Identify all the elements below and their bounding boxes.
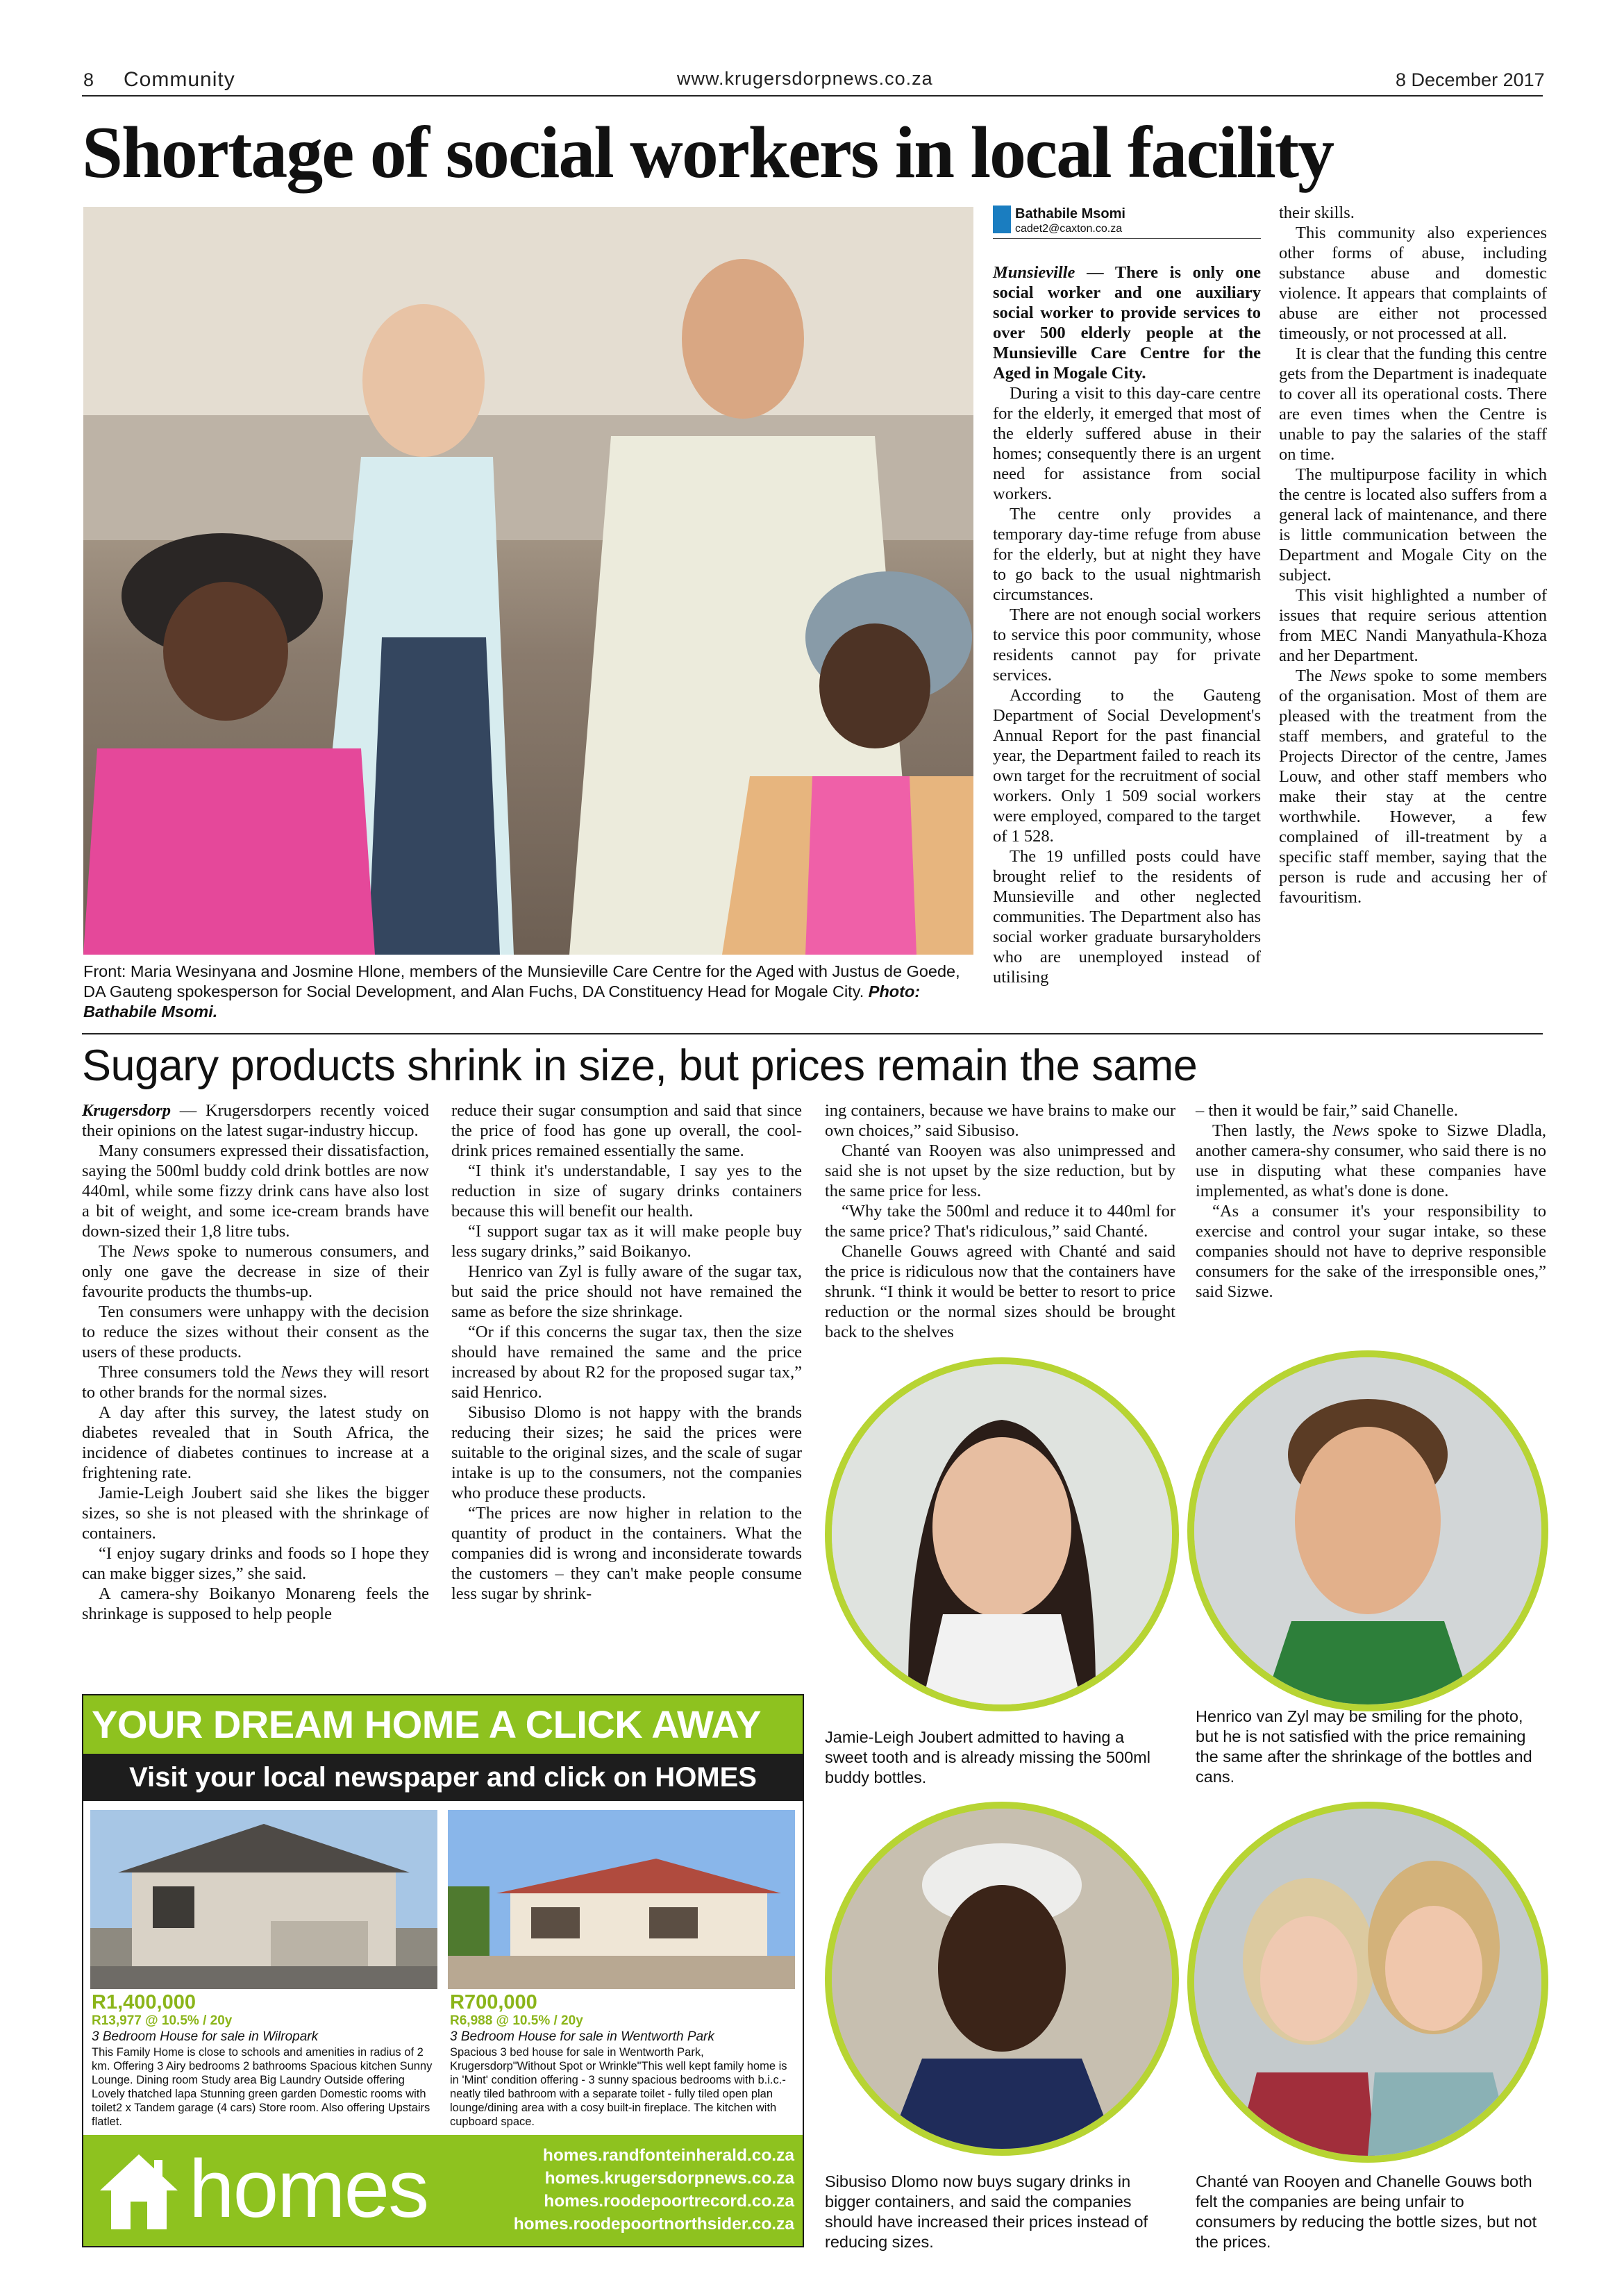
caption-jamie-leigh: Jamie-Leigh Joubert admitted to having a sweet tooth and is already missing the 500ml buddy bottles. bbox=[825, 1728, 1150, 1786]
caption-henrico: Henrico van Zyl may be smiling for the photo, but he is not satisfied with the price remaining the same after the shrinkage of the bottles and cans. bbox=[1196, 1707, 1532, 1786]
paragraph: Jamie-Leigh Joubert said she likes the bigger sizes, so she is not pleased with the shrinkage of containers. bbox=[82, 1484, 429, 1543]
listing1[interactable] bbox=[92, 1991, 435, 2129]
house-illustration bbox=[448, 1810, 795, 1989]
site-link[interactable]: homes.randfonteinherald.co.za bbox=[542, 2146, 794, 2165]
paragraph: Chanté van Rooyen was also unimpressed and said she is not upset by the size reduction, but by the same price for less. bbox=[825, 1141, 1175, 1200]
listing2-description: Spacious 3 bed house for sale in Wentworth Park, Krugersdorp"Without Spot or Wrinkle"This well kept family home is in 'Mint' condition offering - 3 sunny spacious bedrooms with b.i.c.- neatly tiled bathroom with a separate toilet - fully tiled open plan lounge/dining area with a cosy built-in fireplace. The kitchen with cupboard space. bbox=[450, 2046, 787, 2128]
paragraph: their skills. bbox=[1279, 203, 1355, 222]
website-link[interactable]: www.krugersdorpnews.co.za bbox=[677, 68, 933, 89]
listing1-photo[interactable] bbox=[90, 1810, 437, 1989]
paragraph: “As a consumer it's your responsibility to exercise and control your sugar intake, so these companies should not have to deprive responsible consumers for the sake of the irresponsible ones,” said Sizwe. bbox=[1196, 1202, 1546, 1301]
section-divider bbox=[82, 1033, 1543, 1034]
paragraph: A day after this survey, the latest study on diabetes revealed that in South Africa, the incidence of diabetes continues to increase at a frightening rate. bbox=[82, 1403, 429, 1482]
paragraph: Three consumers told the News they will resort to other brands for the normal sizes. bbox=[82, 1363, 429, 1402]
paragraph: “I support sugar tax as it will make people buy less sugary drinks,” said Boikanyo. bbox=[451, 1222, 802, 1261]
paragraph: “The prices are now higher in relation to the quantity of product in the containers. What the companies did is wrong and inconsiderate towards the customers – they can't make people consume less sugar by shrink- bbox=[451, 1504, 802, 1603]
paragraph: ing containers, because we have brains to make our own choices,” said Sibusiso. bbox=[825, 1101, 1175, 1140]
advert-banner-sub[interactable]: Visit your local newspaper and click on HOMES bbox=[83, 1754, 803, 1801]
home-icon bbox=[97, 2150, 181, 2232]
paragraph: According to the Gauteng Department of Social Development's Annual Report for the past financial year, the Department failed to reach its own target for the recruitment of social workers. Only 1 509 social workers were employed, compared to the target of 1 528. bbox=[993, 686, 1261, 846]
byline-author: Bathabile Msomi bbox=[1015, 206, 1125, 221]
article1-column1: Munsieville — There is only one social worker and one auxiliary social worker to provide services to over 500 elderly people at the Munsieville Care Centre for the Aged in Mogale City. During a visit to this day-care centre for the elderly, it emerged that most of the elderly suffered abuse in their homes; consequently there is an urgent need for assistance from social workers. The centre only provides a temporary day-time refuge from abuse for the elderly, but at night they have to go back to the usual nightmarish circumstances. There are not enough social workers to service this poor community, whose residents cannot pay for private services. According to the Gauteng Department of Social Development's Annual Report for the past financial year, the Department failed to reach its own target for the recruitment of social workers. Only 1 509 social workers were employed, compared to the target of 1 528. The 19 unfilled posts could have brought relief to the residents of Munsieville and other neglected communities. The Department also has social worker graduate bursaryholders who are unemployed instead of utilising bbox=[993, 263, 1262, 987]
homes-brand: homes bbox=[189, 2143, 428, 2235]
caption-sibusiso: Sibusiso Dlomo now buys sugary drinks in bigger containers, and said the companies should have increased their prices instead of reducing sizes. bbox=[825, 2172, 1148, 2251]
paragraph: Chanelle Gouws agreed with Chanté and said the price is ridiculous now that the containers have shrunk. “I think it would be better to resort to price reduction or the normal sizes should be brought back to the shelves bbox=[825, 1242, 1175, 1341]
paragraph: This community also experiences other forms of abuse, including substance abuse and domestic violence. It appears that complaints of abuse are either not processed timeously, or not processed at all. bbox=[1279, 224, 1547, 343]
house-illustration bbox=[90, 1810, 437, 1989]
paragraph: The 19 unfilled posts could have brought relief to the residents of Munsieville and other neglected communities. The Department also has social worker graduate bursaryholders who are unemployed instead of utilising bbox=[993, 847, 1261, 987]
paragraph: There are not enough social workers to service this poor community, whose residents cannot pay for private services. bbox=[993, 605, 1261, 685]
listing1-price: R1,400,000 bbox=[92, 1991, 196, 2013]
portrait-illustration bbox=[832, 1809, 1172, 2149]
paragraph: During a visit to this day-care centre for the elderly, it emerged that most of the elderly suffered abuse in their homes; consequently there is an urgent need for assistance from social workers. bbox=[993, 384, 1261, 503]
paragraph: Many consumers expressed their dissatisfaction, saying the 500ml buddy cold drink bottles are now 440ml, while some fizzy drink cans have also lost a bit of weight, and some ice-cream brands have down-sized their 1,8 litre tubs. bbox=[82, 1141, 429, 1241]
listing1-description: This Family Home is close to schools and amenities in radius of 2 km. Offering 3 Airy bedrooms 2 bathrooms Spacious kitchen Sunny Lounge. Dining room Study area Big Laundry Outside offering Lovely thatched lapa Stunning green garden Domestic rooms with toilet2 x Tandem garage (4 cars) Store room. Also offering Upstairs flatlet. bbox=[92, 2046, 433, 2128]
page-number: 8 bbox=[83, 69, 94, 90]
caption-text: Front: Maria Wesinyana and Josmine Hlone, members of the Munsieville Care Centre for the Aged with Justus de Goede, DA Gauteng spokesperson for Social Development, and Alan Fuchs, DA Constituency Head for Mogale City. bbox=[83, 962, 960, 1000]
issue-date: 8 December 2017 bbox=[1396, 69, 1545, 90]
section-name: Community bbox=[124, 68, 235, 91]
article2-column4 bbox=[1196, 1100, 1546, 1302]
portrait-illustration bbox=[832, 1364, 1172, 1704]
portrait-jamie-leigh bbox=[825, 1357, 1179, 1711]
lead-paragraph: There is only one social worker and one auxiliary social worker to provide services to over 500 elderly people at the Munsieville Care Centre for the Aged in Mogale City. bbox=[993, 263, 1262, 383]
paragraph: The News spoke to some members of the organisation. Most of them are pleased with the treatment from the staff members, and grateful to the Projects Director of the centre, James Louw, and other staff members who make their stay at the centre worthwhile. However, a few complained of ill-treatment by a specific staff member, saying that the person is rude and accusing her of favouritism. bbox=[1279, 667, 1548, 907]
group-photo bbox=[83, 207, 973, 955]
paragraph: The News spoke to numerous consumers, and only one gave the decrease in size of their favourite products the thumbs-up. bbox=[82, 1242, 430, 1301]
article2-column3 bbox=[825, 1100, 1175, 1342]
portrait-henrico bbox=[1187, 1350, 1548, 1711]
headline-social-workers: Shortage of social workers in local facility bbox=[82, 112, 1334, 193]
byline-email[interactable]: cadet2@caxton.co.za bbox=[1015, 223, 1123, 235]
article2-column2 bbox=[451, 1100, 802, 1604]
advert-banner-title: YOUR DREAM HOME A CLICK AWAY bbox=[83, 1695, 803, 1754]
paragraph: Sibusiso Dlomo is not happy with the brands reducing their sizes; he said the prices were suitable to the original sizes, and the scale of sugar intake is up to the consumers, not the companies who produce these products. bbox=[451, 1403, 802, 1502]
homes-sites bbox=[486, 2144, 794, 2236]
portrait-illustration bbox=[1194, 1809, 1541, 2156]
portrait-illustration bbox=[1194, 1357, 1541, 1704]
main-photo-caption bbox=[83, 962, 976, 1022]
group-photo-illustration bbox=[83, 207, 973, 955]
listing1-title: 3 Bedroom House for sale in Wilropark bbox=[92, 2029, 319, 2044]
paragraph: reduce their sugar consumption and said that since the price of food has gone up overall, the cool-drink prices remained essentially the same. bbox=[451, 1101, 802, 1160]
article2-column1: Krugersdorp — Krugersdorpers recently voiced their opinions on the latest sugar-industry hiccup. Many consumers expressed their dissatisfaction, saying the 500ml buddy cold drink bottles are now 440ml, while some fizzy drink cans have also lost a bit of weight, and some ice-cream brands have down-sized their 1,8 litre tubs. The News spoke to numerous consumers, and only one gave the decrease in size of their favourite products the thumbs-up. Ten consumers were unhappy with the decision to reduce the sizes without their consent as the users of these products. Three consumers told the News they will resort to other brands for the normal sizes. A day after this survey, the latest study on diabetes revealed that in South Africa, the incidence of diabetes continues to increase at a frightening rate. Jamie-Leigh Joubert said she likes the bigger sizes, so she is not pleased with the shrinkage of containers. “I enjoy sugary drinks and foods so I hope they can make bigger sizes,” she said. A camera-shy Boikanyo Monareng feels the shrinkage is supposed to help people bbox=[82, 1101, 430, 1623]
paragraph: “Why take the 500ml and reduce it to 440ml for the same price? That's ridiculous,” said Chanté. bbox=[825, 1202, 1175, 1241]
listing2-finance: R6,988 @ 10.5% / 20y bbox=[450, 2013, 583, 2028]
paragraph: A camera-shy Boikanyo Monareng feels the shrinkage is supposed to help people bbox=[82, 1584, 429, 1623]
paragraph: It is clear that the funding this centre gets from the Department is inadequate to cover all its operational costs. There are even times when the Centre is unable to pay the salaries of the staff on time. bbox=[1279, 344, 1547, 464]
paragraph: – then it would be fair,” said Chanelle. bbox=[1196, 1101, 1458, 1120]
article1-column2 bbox=[1279, 203, 1547, 907]
site-link[interactable]: homes.krugersdorpnews.co.za bbox=[544, 2169, 794, 2188]
portrait-chante-chanelle bbox=[1187, 1802, 1548, 2163]
paragraph: Ten consumers were unhappy with the decision to reduce the sizes without their consent as the users of these products. bbox=[82, 1302, 429, 1361]
site-link[interactable]: homes.roodepoortnorthsider.co.za bbox=[513, 2215, 794, 2234]
paragraph: “I think it's understandable, I say yes to the reduction in size of sugary drinks containers because this will benefit our health. bbox=[451, 1162, 802, 1221]
listing2-title: 3 Bedroom House for sale in Wentworth Park bbox=[450, 2029, 714, 2044]
masthead-rule bbox=[82, 95, 1543, 97]
paragraph: The multipurpose facility in which the centre is located also suffers from a general lack of maintenance, and there is little communication between the Department and Mogale City on the subject. bbox=[1279, 465, 1547, 585]
listing2-price: R700,000 bbox=[450, 1991, 537, 2013]
portrait-sibusiso bbox=[825, 1802, 1179, 2156]
listing2-photo[interactable] bbox=[448, 1810, 795, 1989]
listing2[interactable] bbox=[450, 1991, 797, 2129]
byline-marker bbox=[993, 206, 1011, 233]
caption-chante-chanelle: Chanté van Rooyen and Chanelle Gouws both felt the companies are being unfair to consumers by reducing the bottle sizes, but not the prices. bbox=[1196, 2172, 1537, 2251]
dateline: Munsieville bbox=[993, 263, 1075, 282]
paragraph: This visit highlighted a number of issues that require serious attention from MEC Nandi Manyathula-Khoza and her Department. bbox=[1279, 586, 1547, 665]
paragraph: “I enjoy sugary drinks and foods so I hope they can make bigger sizes,” she said. bbox=[82, 1544, 429, 1583]
paragraph: The centre only provides a temporary day-time refuge from abuse for the elderly, but at night they have to go back to the usual nightmarish circumstances. bbox=[993, 505, 1261, 604]
byline-rule bbox=[993, 238, 1261, 239]
paragraph: “Or if this concerns the sugar tax, then the size should have remained the same and the price increased by about R2 for the proposed sugar tax,” said Henrico. bbox=[451, 1323, 802, 1402]
paragraph: Henrico van Zyl is fully aware of the sugar tax, but said the price should not have remained the same as before the size shrinkage. bbox=[451, 1262, 802, 1321]
photo-credit: Photo: Bathabile Msomi. bbox=[83, 982, 921, 1021]
listing1-finance: R13,977 @ 10.5% / 20y bbox=[92, 2013, 233, 2028]
headline-sugary-products: Sugary products shrink in size, but prices remain the same bbox=[82, 1041, 1198, 1090]
paragraph: Then lastly, the News spoke to Sizwe Dladla, another camera-shy consumer, who said there is no use in disputing what these companies have implemented, as what's done is done. bbox=[1196, 1121, 1547, 1200]
dateline: Krugersdorp bbox=[82, 1101, 171, 1120]
site-link[interactable]: homes.roodepoortrecord.co.za bbox=[544, 2192, 794, 2211]
